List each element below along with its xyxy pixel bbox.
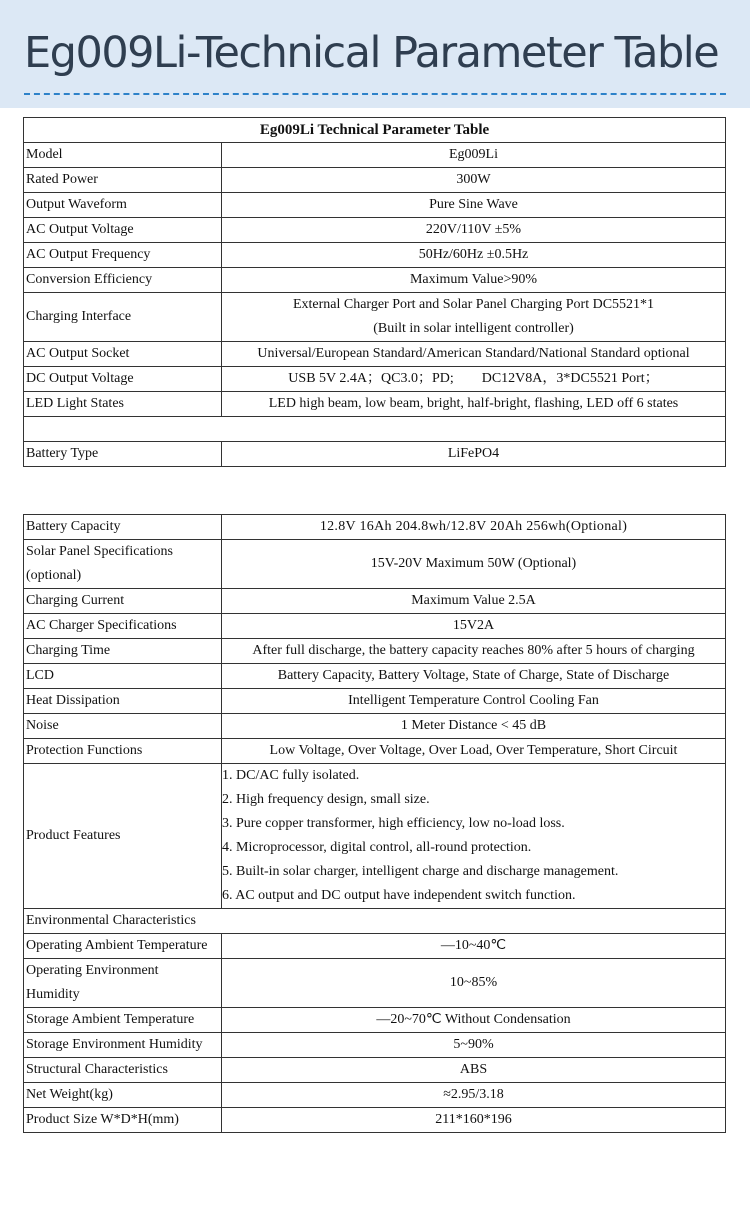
section-label: Environmental Characteristics xyxy=(24,909,726,934)
table-row xyxy=(24,367,726,392)
table-title: Eg009Li Technical Parameter Table xyxy=(24,118,726,143)
row-value: —10~40℃ xyxy=(222,934,726,959)
row-value: 1 Meter Distance < 45 dB xyxy=(222,714,726,739)
row-label-line: (optional) xyxy=(26,568,82,583)
list-item: 6. AC output and DC output have independent switch function. xyxy=(222,888,576,903)
table-row xyxy=(24,1083,726,1108)
row-value: Intelligent Temperature Control Cooling Fan xyxy=(222,689,726,714)
row-value: —20~70℃ Without Condensation xyxy=(222,1008,726,1033)
row-label: AC Charger Specifications xyxy=(24,614,222,639)
row-label: LED Light States xyxy=(24,392,222,417)
row-label: Battery Type xyxy=(24,442,222,467)
row-label: Structural Characteristics xyxy=(24,1058,222,1083)
row-value: Eg009Li xyxy=(222,143,726,168)
list-item: 5. Built-in solar charger, intelligent charge and discharge management. xyxy=(222,864,619,879)
row-label: Storage Environment Humidity xyxy=(24,1033,222,1058)
row-label-line: Solar Panel Specifications xyxy=(26,544,173,559)
row-label: AC Output Socket xyxy=(24,342,222,367)
table-row xyxy=(24,959,726,1008)
row-value: ≈2.95/3.18 xyxy=(222,1083,726,1108)
row-label: AC Output Voltage xyxy=(24,218,222,243)
table-row xyxy=(24,342,726,367)
table-row xyxy=(24,739,726,764)
list-item: 1. DC/AC fully isolated. xyxy=(222,768,360,783)
list-item: 2. High frequency design, small size. xyxy=(222,792,430,807)
row-value: Battery Capacity, Battery Voltage, State of Charge, State of Discharge xyxy=(222,664,726,689)
row-label: Storage Ambient Temperature xyxy=(24,1008,222,1033)
table-row xyxy=(24,934,726,959)
parameter-table-1 xyxy=(23,117,726,467)
table-row xyxy=(24,1033,726,1058)
row-label: Net Weight(kg) xyxy=(24,1083,222,1108)
table-row xyxy=(24,1108,726,1133)
table-row xyxy=(24,243,726,268)
row-label: Charging Interface xyxy=(24,293,222,342)
row-label: Operating Ambient Temperature xyxy=(24,934,222,959)
row-label: Charging Current xyxy=(24,589,222,614)
row-label: Product Size W*D*H(mm) xyxy=(24,1108,222,1133)
row-value: LED high beam, low beam, bright, half-bright, flashing, LED off 6 states xyxy=(222,392,726,417)
table-row xyxy=(24,293,726,342)
page-title: Eg009Li-Technical Parameter Table xyxy=(24,28,719,78)
row-value: Pure Sine Wave xyxy=(222,193,726,218)
parameter-table-2 xyxy=(23,514,726,1133)
row-label: Model xyxy=(24,143,222,168)
row-value-line: (Built in solar intelligent controller) xyxy=(373,321,574,336)
row-label: Noise xyxy=(24,714,222,739)
table-row xyxy=(24,143,726,168)
row-label: Conversion Efficiency xyxy=(24,268,222,293)
dashed-divider xyxy=(24,93,726,95)
row-label: AC Output Frequency xyxy=(24,243,222,268)
row-value: 211*160*196 xyxy=(222,1108,726,1133)
row-value-line: External Charger Port and Solar Panel Charging Port DC5521*1 xyxy=(292,297,655,312)
title-banner xyxy=(0,0,750,108)
row-value: 50Hz/60Hz ±0.5Hz xyxy=(222,243,726,268)
table-row xyxy=(24,193,726,218)
row-value: Maximum Value 2.5A xyxy=(222,589,726,614)
row-label: Battery Capacity xyxy=(24,515,222,540)
table-row xyxy=(24,714,726,739)
table-row xyxy=(24,614,726,639)
row-value: USB 5V 2.4A；QC3.0；PD; DC12V8A，3*DC5521 Port； xyxy=(222,367,726,392)
table-row xyxy=(24,168,726,193)
row-value: After full discharge, the battery capacity reaches 80% after 5 hours of charging xyxy=(222,639,726,664)
table-row xyxy=(24,515,726,540)
row-label: Protection Functions xyxy=(24,739,222,764)
row-label: Product Features xyxy=(24,764,222,909)
row-value: 5~90% xyxy=(222,1033,726,1058)
table-row xyxy=(24,392,726,417)
row-label: Rated Power xyxy=(24,168,222,193)
list-item: 4. Microprocessor, digital control, all-round protection. xyxy=(222,840,532,855)
list-item: 3. Pure copper transformer, high efficiency, low no-load loss. xyxy=(222,816,565,831)
table-row xyxy=(24,689,726,714)
row-value: LiFePO4 xyxy=(222,442,726,467)
row-value: 300W xyxy=(222,168,726,193)
row-value: 15V2A xyxy=(222,614,726,639)
table-row xyxy=(24,1058,726,1083)
feature-list xyxy=(222,764,726,909)
row-value: 12.8V 16Ah 204.8wh/12.8V 20Ah 256wh(Optional) xyxy=(222,515,726,540)
table-row xyxy=(24,764,726,909)
row-label: DC Output Voltage xyxy=(24,367,222,392)
table-row xyxy=(24,639,726,664)
row-label-line: Operating Environment xyxy=(26,963,159,978)
row-value: Universal/European Standard/American Standard/National Standard optional xyxy=(222,342,726,367)
row-label xyxy=(24,540,222,589)
row-value: Maximum Value>90% xyxy=(222,268,726,293)
row-value: 10~85% xyxy=(222,959,726,1008)
row-label: Heat Dissipation xyxy=(24,689,222,714)
row-value xyxy=(222,293,726,342)
table-row xyxy=(24,1008,726,1033)
table-row xyxy=(24,540,726,589)
empty-row xyxy=(24,417,726,442)
row-value: 220V/110V ±5% xyxy=(222,218,726,243)
row-label: Charging Time xyxy=(24,639,222,664)
table-row xyxy=(24,589,726,614)
row-value: 15V-20V Maximum 50W (Optional) xyxy=(222,540,726,589)
row-value: ABS xyxy=(222,1058,726,1083)
table-row xyxy=(24,218,726,243)
row-value: Low Voltage, Over Voltage, Over Load, Over Temperature, Short Circuit xyxy=(222,739,726,764)
table-row xyxy=(24,909,726,934)
table-row xyxy=(24,268,726,293)
table-row xyxy=(24,664,726,689)
row-label: Output Waveform xyxy=(24,193,222,218)
row-label xyxy=(24,959,222,1008)
row-label-line: Humidity xyxy=(26,987,80,1002)
row-label: LCD xyxy=(24,664,222,689)
table-row xyxy=(24,442,726,467)
